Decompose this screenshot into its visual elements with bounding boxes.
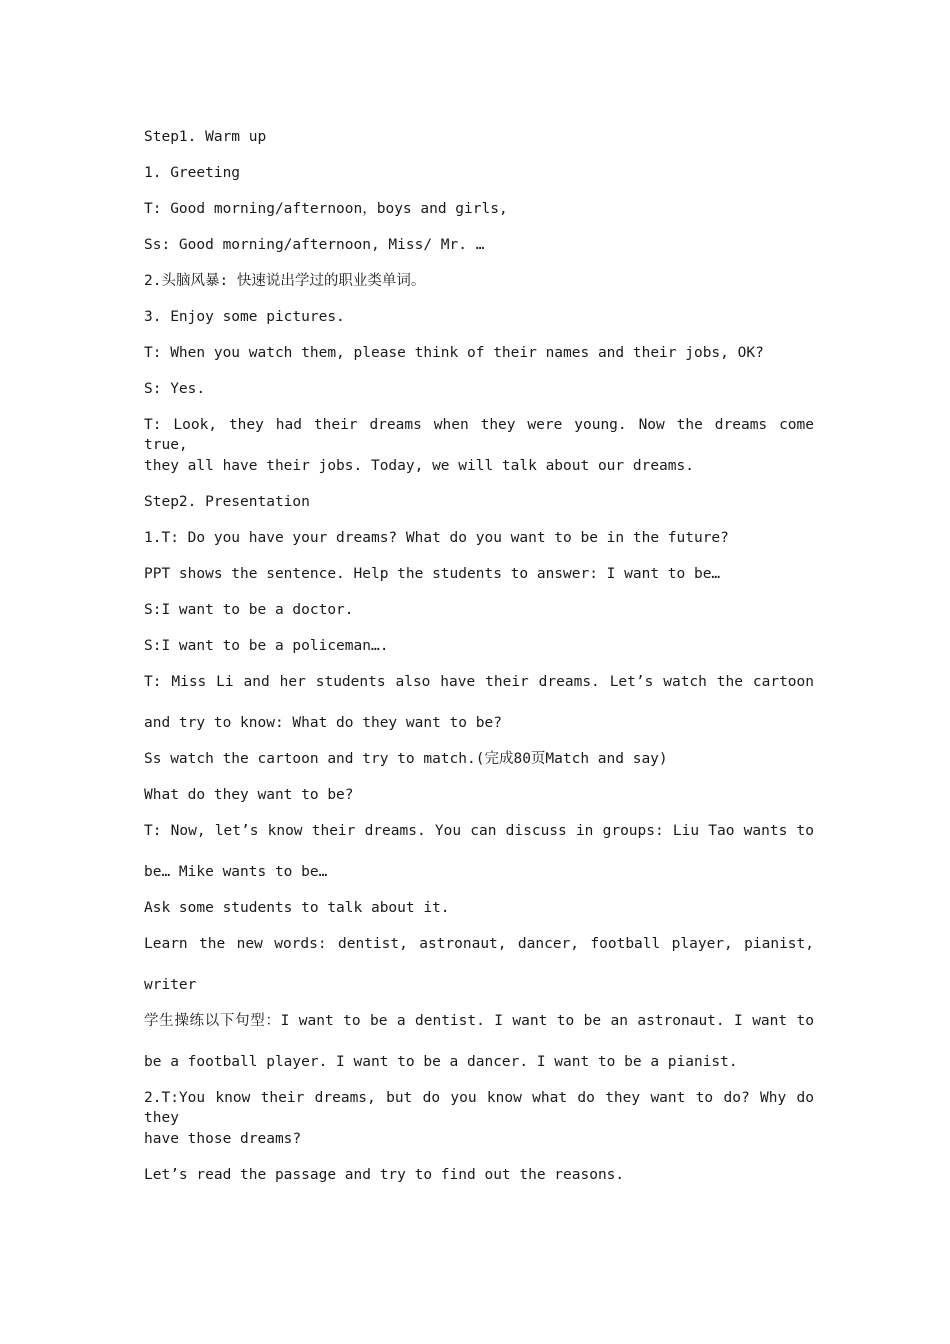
text-line: T: Look, they had their dreams when they were young. Now the dreams come true, (144, 417, 814, 453)
text-line: writer (144, 977, 197, 993)
text-line: T: Now, let’s know their dreams. You can discuss in groups: Liu Tao wants to (144, 823, 814, 839)
text-line: S:I want to be a policeman…. (144, 638, 389, 654)
text-line: Learn the new words: dentist, astronaut, dancer, football player, pianist, (144, 936, 814, 952)
text-line: 1.T: Do you have your dreams? What do you want to be in the future? (144, 530, 729, 546)
step2-heading: Step2. Presentation (144, 494, 310, 510)
text-line: T: When you watch them, please think of their names and their jobs, OK? (144, 345, 764, 361)
text-line: PPT shows the sentence. Help the students to answer: I want to be… (144, 566, 721, 582)
text-line: T: Miss Li and her students also have their dreams. Let’s watch the cartoon (144, 674, 814, 690)
text-line: Ss: Good morning/afternoon, Miss/ Mr. … (144, 237, 485, 253)
text-line: they all have their jobs. Today, we will talk about our dreams. (144, 458, 694, 474)
text-line: 2.头脑风暴: 快速说出学过的职业类单词。 (144, 273, 426, 289)
text-line: What do they want to be? (144, 787, 354, 803)
text-line: 2.T:You know their dreams, but do you know what do they want to do? Why do they (144, 1090, 814, 1126)
text-line: S: Yes. (144, 381, 206, 397)
text-line: and try to know: What do they want to be? (144, 715, 502, 731)
text-line: S:I want to be a doctor. (144, 602, 354, 618)
text-line: be… Mike wants to be… (144, 864, 328, 880)
text-line: have those dreams? (144, 1131, 302, 1147)
text-line: 学生操练以下句型：I want to be a dentist. I want to be an astronaut. I want to (144, 1013, 814, 1029)
step1-heading: Step1. Warm up (144, 129, 267, 145)
text-line: be a football player. I want to be a dancer. I want to be a pianist. (144, 1054, 738, 1070)
text-line: T: Good morning/afternoon，boys and girls, (144, 201, 508, 217)
text-line: Let’s read the passage and try to find out the reasons. (144, 1167, 625, 1183)
text-line: Ss watch the cartoon and try to match.(完成80页Match and say) (144, 751, 668, 767)
text-line: 3. Enjoy some pictures. (144, 309, 345, 325)
text-line: Ask some students to talk about it. (144, 900, 450, 916)
greeting-heading: 1. Greeting (144, 165, 241, 181)
